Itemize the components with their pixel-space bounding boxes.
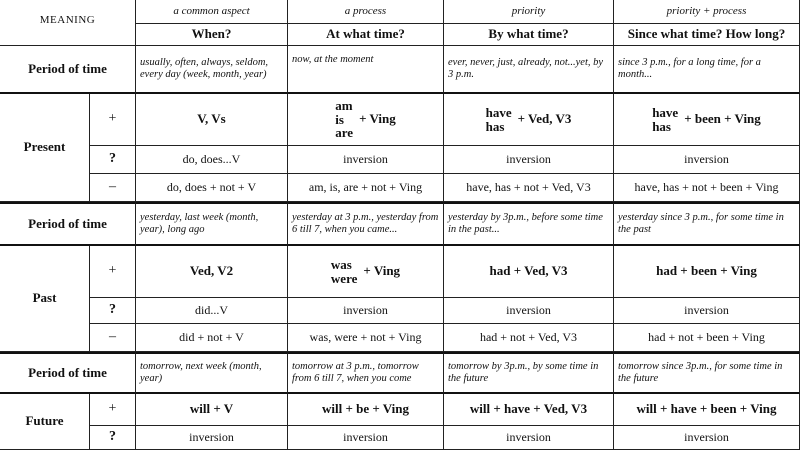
have-forms-stack — [486, 106, 512, 133]
period-future-4: tomorrow since 3p.m., for some time in the future — [614, 352, 800, 394]
period-present-1: usually, often, always, seldom, every day (week, month, year) — [136, 46, 288, 94]
past-simple-negative: did + not + V — [136, 324, 288, 352]
future-continuous-affirmative: will + be + Ving — [288, 394, 444, 426]
be-forms-stack — [335, 99, 353, 140]
present-perfect-continuous-question: inversion — [614, 146, 800, 174]
header-question-3: By what time? — [444, 24, 614, 46]
present-perfect-negative: have, has + not + Ved, V3 — [444, 174, 614, 202]
sign-plus-future: + — [90, 394, 136, 426]
period-future-3: tomorrow by 3p.m., by some time in the future — [444, 352, 614, 394]
tense-past: Past — [0, 246, 90, 352]
present-continuous-affirmative — [288, 94, 444, 146]
present-perfect-question: inversion — [444, 146, 614, 174]
have-form-have: have — [652, 104, 679, 120]
formula-tail: + Ving — [359, 111, 396, 127]
period-label-present: Period of time — [0, 46, 136, 94]
period-future-2: tomorrow at 3 p.m., tomorrow from 6 till 7, when you come — [288, 352, 444, 394]
header-aspect-2: a process — [288, 0, 444, 24]
sign-question-past: ? — [90, 298, 136, 324]
sign-question-future: ? — [90, 426, 136, 450]
period-past-3: yesterday by 3p.m., before some time in the past... — [444, 202, 614, 246]
have-forms-stack — [652, 106, 678, 133]
past-continuous-affirmative — [288, 246, 444, 298]
future-perfect-question: inversion — [444, 426, 614, 450]
present-continuous-negative: am, is, are + not + Ving — [288, 174, 444, 202]
future-simple-affirmative: will + V — [136, 394, 288, 426]
period-label-past: Period of time — [0, 202, 136, 246]
be-form-am: am — [335, 98, 353, 114]
future-perfect-affirmative: will + have + Ved, V3 — [444, 394, 614, 426]
present-perfect-affirmative — [444, 94, 614, 146]
present-perfect-continuous-affirmative — [614, 94, 800, 146]
past-simple-affirmative: Ved, V2 — [136, 246, 288, 298]
period-future-1: tomorrow, next week (month, year) — [136, 352, 288, 394]
header-question-4: Since what time? How long? — [614, 24, 800, 46]
be-form-is: is — [335, 111, 344, 127]
sign-plus-present: + — [90, 94, 136, 146]
past-perfect-question: inversion — [444, 298, 614, 324]
header-aspect-4: priority + process — [614, 0, 800, 24]
present-simple-negative: do, does + not + V — [136, 174, 288, 202]
sign-minus-past: – — [90, 324, 136, 352]
have-form-has: has — [652, 118, 671, 134]
period-past-1: yesterday, last week (month, year), long ago — [136, 202, 288, 246]
be-form-are: are — [335, 125, 354, 141]
past-perfect-continuous-negative: had + not + been + Ving — [614, 324, 800, 352]
present-simple-question: do, does...V — [136, 146, 288, 174]
tense-present: Present — [0, 94, 90, 202]
past-simple-question: did...V — [136, 298, 288, 324]
past-perfect-continuous-question: inversion — [614, 298, 800, 324]
formula-tail: + been + Ving — [684, 111, 761, 127]
sign-plus-past: + — [90, 246, 136, 298]
future-continuous-question: inversion — [288, 426, 444, 450]
period-label-future: Period of time — [0, 352, 136, 394]
period-past-4: yesterday since 3 p.m., for some time in the past — [614, 202, 800, 246]
period-present-3: ever, never, just, already, not...yet, by 3 p.m. — [444, 46, 614, 94]
period-present-2: now, at the moment — [288, 46, 444, 94]
past-continuous-question: inversion — [288, 298, 444, 324]
present-simple-affirmative: V, Vs — [136, 94, 288, 146]
sign-minus-present: – — [90, 174, 136, 202]
future-simple-question: inversion — [136, 426, 288, 450]
formula-tail: + Ving — [363, 263, 401, 279]
period-present-4: since 3 p.m., for a long time, for a month... — [614, 46, 800, 94]
present-perfect-continuous-negative: have, has + not + been + Ving — [614, 174, 800, 202]
past-perfect-affirmative: had + Ved, V3 — [444, 246, 614, 298]
past-perfect-negative: had + not + Ved, V3 — [444, 324, 614, 352]
header-aspect-3: priority — [444, 0, 614, 24]
header-question-2: At what time? — [288, 24, 444, 46]
header-question-1: When? — [136, 24, 288, 46]
past-continuous-negative: was, were + not + Ving — [288, 324, 444, 352]
be-form-was: was — [330, 256, 352, 272]
tense-future: Future — [0, 394, 90, 450]
future-perfect-continuous-question: inversion — [614, 426, 800, 450]
present-continuous-question: inversion — [288, 146, 444, 174]
have-form-have: have — [485, 104, 512, 120]
period-past-2: yesterday at 3 p.m., yesterday from 6 till 7, when you came... — [288, 202, 444, 246]
sign-question-present: ? — [90, 146, 136, 174]
formula-tail: + Ved, V3 — [517, 111, 572, 127]
header-meaning: MEANING — [0, 0, 136, 46]
header-aspect-1: a common aspect — [136, 0, 288, 24]
be-form-were: were — [330, 270, 358, 286]
future-perfect-continuous-affirmative: will + have + been + Ving — [614, 394, 800, 426]
have-form-has: has — [485, 118, 505, 134]
past-perfect-continuous-affirmative: had + been + Ving — [614, 246, 800, 298]
was-were-stack — [331, 258, 357, 285]
